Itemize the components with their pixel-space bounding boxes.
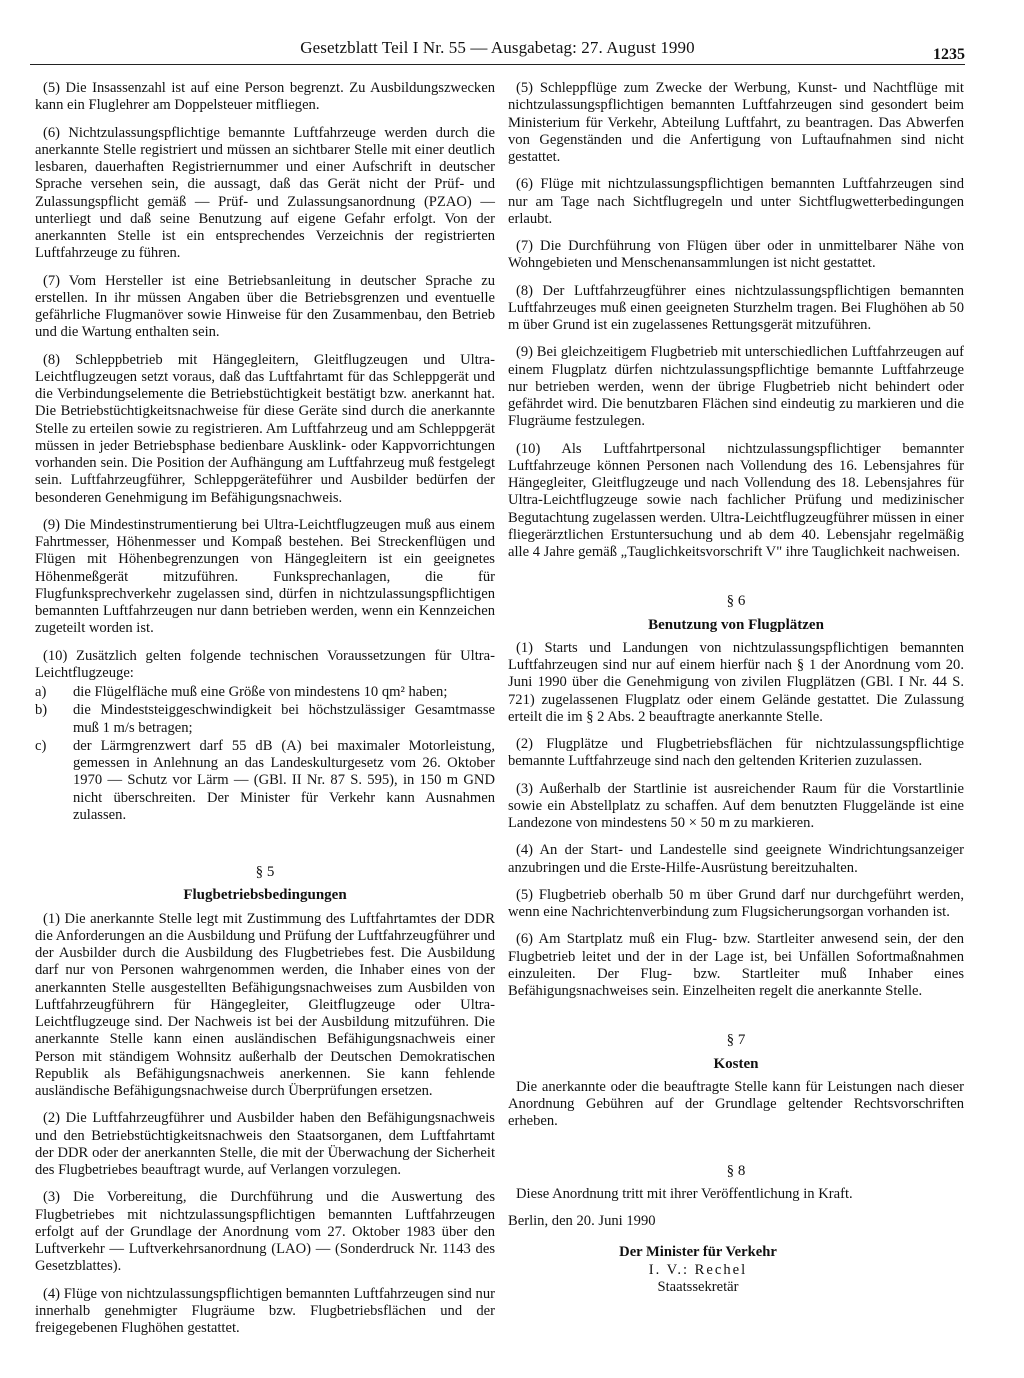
paragraph-8: Diese Anordnung tritt mit ihrer Veröffentlichung in Kraft. [516,1185,853,1202]
section-7-number: § 7 [726,1032,746,1049]
section-5-heading: Flugbetriebsbedingungen [183,887,347,904]
list-label: a) [35,684,47,700]
paragraph-7: Die anerkannte oder die beauftragte Stelle kann für Leistungen nach dieser Anordnung Gebühren auf der Grundlage geltender Rechtsvorschriften erheben. [508,1078,964,1130]
paragraph-5-9: (9) Bei gleichzeitigem Flugbetrieb mit unterschiedlichen Luftfahrzeugen auf einem Flugplatz dürfen nichtzulassungspflichtige bemannte Luftfahrzeuge nur betrieben werden, wenn der übrige Flugbetrieb nicht behindert oder gefährdet wird. Die benutzbaren Flächen sind eindeutig zu markieren und die Flugräume festzulegen. [508,344,964,430]
list-item-c [35,738,495,824]
signature-role: Staatssekretär [657,1278,739,1295]
signature-title: Der Minister für Verkehr [619,1244,777,1261]
paragraph-6-6: (6) Am Startplatz muß ein Flug- bzw. Startleiter anwesend sein, der den Flugbetrieb leitet und der in der Lage ist, bei Unfällen Sofortmaßnahmen einzuleiten. Der Flug- bzw. Startleiter muß Inhaber eines Befähigungsnachweises sein. Einzelheiten regelt die anerkannte Stelle. [508,931,964,999]
list-text: der Lärmgrenzwert darf 55 dB (A) bei maximaler Motorleistung, gemessen in Anlehnung an das Landeskulturgesetz vom 26. Oktober 1970 — Schutz vor Lärm — (GBl. II Nr. 87 S. 595), in 150 m GND nicht überschreiten. Der Minister für Verkehr kann Ausnahmen zulassen. [73,737,495,823]
place-date: Berlin, den 20. Juni 1990 [508,1213,656,1229]
paragraph-4-5: (5) Die Insassenzahl ist auf eine Person begrenzt. Zu Ausbildungszwecken kann ein Fluglehrer am Doppelsteuer mitfliegen. [35,80,495,114]
section-6-heading: Benutzung von Flugplätzen [648,616,824,633]
paragraph-6-3: (3) Außerhalb der Startlinie ist ausreichender Raum für die Vorstartlinie sowie ein Abstellplatz zu schaffen. Auf dem benutzten Fluggelände ist eine Landezone von mindestens 50 × 50 m zu markieren. [508,780,964,831]
paragraph-6-4: (4) An der Start- und Landestelle sind geeignete Windrichtungsanzeiger anzubringen und die Erste-Hilfe-Ausrüstung bereitzuhalten. [508,842,964,876]
paragraph-5-8: (8) Der Luftfahrzeugführer eines nichtzulassungspflichtigen bemannten Luftfahrzeuges muß einen geeigneten Sturzhelm tragen. Bei Flughöhen ab 50 m über Grund ist ein zugelassenes Rettungsgerät mitzuführen. [508,282,964,333]
paragraph-5-4: (4) Flüge von nichtzulassungspflichtigen bemannten Luftfahrzeugen sind nur innerhalb genehmigter Flugräume bzw. Flugbetriebsflächen und der freigegebenen Flughöhen gestattet. [35,1285,495,1336]
paragraph-5-3: (3) Die Vorbereitung, die Durchführung und die Auswertung des Flugbetriebes mit nichtzulassungspflichtigen bemannten Luftfahrzeugen erfolgt auf der Grundlage der Anordnung vom 27. Oktober 1983 über den Luftverkehr — Luftverkehrsanordnung (LAO) — (Sonderdruck Nr. 1143 des Gesetzblattes). [35,1189,495,1275]
paragraph-4-9: (9) Die Mindestinstrumentierung bei Ultra-Leichtflugzeugen muß aus einem Fahrtmesser, Höhenmesser und Kompaß bestehen. Bei Streckenflügen und Flügen mit Höhenbegrenzungen von Hängegleitern ist ein geeignetes Höhenmeßgerät mitzuführen. Funksprechanlagen, die für Flugfunksprechverkehr zugelassen sind, dürfen in nichtzulassungspflichtigen bemannten Luftfahrzeugen nur dann betrieben werden, wenn ein Kennzeichen zugeteilt worden ist. [35,516,495,637]
section-7-heading: Kosten [713,1055,759,1072]
header-title: Gesetzblatt Teil I Nr. 55 — Ausgabetag: 27. August 1990 [300,38,695,57]
paragraph-6-1: (1) Starts und Landungen von nichtzulassungspflichtigen bemannten Luftfahrzeugen sind nur auf einem hierfür nach § 1 der Anordnung vom 20. Juni 1990 über die Genehmigung von zivilen Flugplätzen (GBl. I Nr. 44 S. 721) zugelassenen Flugplatz oder einem Gelände gestattet. Die Zulassung erteilt die im § 2 Abs. 2 beauftragte anerkannte Stelle. [508,639,964,725]
paragraph-4-7: (7) Vom Hersteller ist eine Betriebsanleitung in deutscher Sprache zu erstellen. In ihr müssen Angaben über die Betriebsgrenzen und eventuelle gefährliche Flugmanöver sowie Hinweise für den Zusammenbau, den Betrieb und die Wartung enthalten sein. [35,272,495,341]
list-text: die Flügelfläche muß eine Größe von mindestens 10 qm² haben; [73,684,448,700]
page-header [30,38,965,68]
paragraph-5-5: (5) Schleppflüge zum Zwecke der Werbung, Kunst- und Nachtflüge mit nichtzulassungspflichtigen bemannten Luftfahrzeugen sind gesondert beim Ministerium für Verkehr, Abteilung Luftfahrt, zu beantragen. Das Abwerfen von Gegenständen und die Anfertigung von Luftaufnahmen sind nicht gestattet. [508,80,964,165]
list-item-b [35,702,495,737]
paragraph-4-6: (6) Nichtzulassungspflichtige bemannte Luftfahrzeuge werden durch die anerkannte Stelle registriert und müssen an sichtbarer Stelle mit einer deutlich lesbaren, dauerhaften Registriernummer und einer Aufschrift in deutscher Sprache versehen sein, die aussagt, daß das Gerät nicht der Prüf- und Zulassungspflicht gemäß — Prüf- und Zulassungsanordnung (PZAO) — unterliegt und daß seine Benutzung auf eigene Gefahr erfolgt. Von der anerkannten Stelle ist ein entsprechendes Verzeichnis der registrierten Luftfahrzeuge zu führen. [35,124,495,262]
paragraph-5-7: (7) Die Durchführung von Flügen über oder in unmittelbarer Nähe von Wohngebieten und Menschenansammlungen ist nicht gestattet. [508,238,964,272]
right-column [508,80,964,1296]
page-number: 1235 [933,46,965,63]
section-5-number: § 5 [255,864,275,880]
section-6-number: § 6 [726,593,746,610]
list-label: b) [35,702,48,719]
list-text: die Mindeststeiggeschwindigkeit bei höchstzulässiger Gesamtmasse muß 1 m/s betragen; [73,702,495,736]
section-8-number: § 8 [726,1162,746,1179]
paragraph-5-10: (10) Als Luftfahrtpersonal nichtzulassungspflichtiger bemannter Luftfahrzeuge können Personen nach Vollendung des 16. Lebensjahres für Hängegleiter, Gleitflugzeuge und nach Vollendung des 18. Lebensjahres für Ultra-Leichtflugzeuge sowie nach fachlicher Prüfung und medizinischer Begutachtung zugelassen werden. Ultra-Leichtflugzeugführer müssen in einer fliegerärztlichen Erstuntersuchung und ab dem 40. Lebensjahr regelmäßig alle 4 Jahre gemäß „Tauglichkeitsvorschrift V" ihre Tauglichkeit nachweisen. [508,440,964,560]
signature-name-text: I. V.: Rechel [648,1261,748,1278]
paragraph-5-2: (2) Die Luftfahrzeugführer und Ausbilder haben den Befähigungsnachweis und den Betriebstüchtigkeitsnachweis den Staatsorganen, dem Luftfahrtamt der DDR oder der anerkannten Stelle, die mit der Überwachung der Sicherheit des Flugbetriebes beauftragt wurde, auf Verlangen vorzulegen. [35,1110,495,1178]
signature-name [508,1262,888,1279]
paragraph-6-5: (5) Flugbetrieb oberhalb 50 m über Grund darf nur durchgeführt werden, wenn eine Nachrichtenverbindung zum Flugsicherungsorgan vorhanden ist. [508,886,964,920]
paragraph-5-1: (1) Die anerkannte Stelle legt mit Zustimmung des Luftfahrtamtes der DDR die Anforderungen an die Ausbildung und Prüfung der Luftfahrzeugführer und der Ausbilder durch die Ausbildung des Flugbetriebes fest. Die Ausbildung darf nur von Personen wahrgenommen werden, die Inhaber eines von der anerkannten Stelle ausgestellten Befähigungsnachweises zum Ausbilden von Luftfahrzeugführern für Hängegleiter, Gleitflugzeuge oder Ultra-Leichtflugzeuge sind. Der Nachweis ist bei der Ausbildung mitzuführen. Die anerkannte Stelle kann einen ausländischen Befähigungsnachweis einer Person mit ständigem Wohnsitz außerhalb der Deutschen Demokratischen Republik als Befähigungsnachweis anerkennen. Sie kann fehlende ausländische Befähigungsnachweise durch Überprüfungen ersetzen. [35,910,495,1099]
paragraph-6-2: (2) Flugplätze und Flugbetriebsflächen für nichtzulassungspflichtige bemannte Luftfahrzeuge sind nach den geltenden Kriterien zuzulassen. [508,736,964,770]
list-item-a [35,684,495,701]
header-rule [30,64,965,65]
paragraph-5-6: (6) Flüge mit nichtzulassungspflichtigen bemannten Luftfahrzeugen sind nur am Tage nach Sichtflugregeln und unter Sichtflugwetterbedingungen erlaubt. [508,176,964,227]
list-label: c) [35,737,47,754]
paragraph-4-10: (10) Zusätzlich gelten folgende technischen Voraussetzungen für Ultra-Leichtflugzeuge: [35,647,495,681]
left-column [35,80,495,1347]
paragraph-4-8: (8) Schleppbetrieb mit Hängegleitern, Gleitflugzeugen und Ultra-Leichtflugzeugen setzt voraus, daß das Luftfahrtamt für das Schleppgerät und die Verbindungselemente die Betriebstüchtigkeit bestätigt bzw. anerkannt hat. Die Betriebstüchtigkeitsnachweise für diese Geräte sind durch die anerkannte Stelle zu erteilen sowie zu registrieren. Am Luftfahrzeug und am Schleppgerät müssen in jeder Betriebsphase bedienbare Ausklink- oder Kappvorrichtungen vorhanden sein. Die Position der Aufhängung am Luftfahrzeug muß festgelegt sein. Luftfahrzeugführer, Schleppgeräteführer und Ausbilder bedürfen der besonderen Genehmigung im Befähigungsnachweis. [35,351,495,506]
